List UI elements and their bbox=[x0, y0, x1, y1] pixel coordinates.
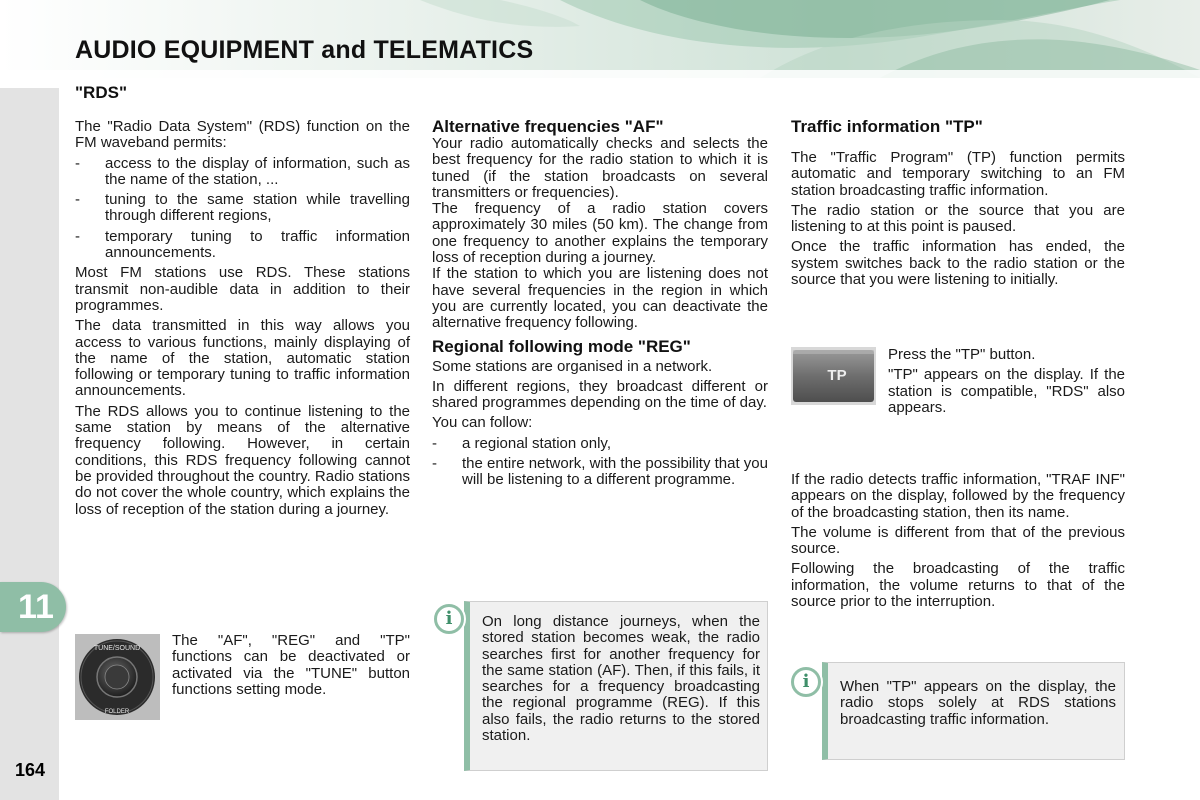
rds-paragraph: The data transmitted in this way allows you access to various functions, mainly displaying of the name of the station, automatic station following or temporary tuning to traffic information announcements. bbox=[75, 317, 410, 400]
reg-paragraph: Some stations are organised in a network. bbox=[432, 357, 713, 375]
chapter-tab bbox=[0, 582, 66, 632]
list-item: - the entire network, with the possibility that you will be listening to a different programme. bbox=[432, 456, 768, 489]
af-paragraph: The frequency of a radio station covers approximately 30 miles (50 km). The change from one frequency to another explains the temporary loss of reception during a journey. bbox=[432, 200, 768, 267]
tp-button-image bbox=[791, 347, 876, 405]
column-af-reg bbox=[432, 118, 768, 493]
tune-knob-image bbox=[75, 634, 160, 720]
tp-paragraph: The "Traffic Program" (TP) function permits automatic and temporary switching to an FM station broadcasting traffic information. bbox=[791, 149, 1125, 199]
knob-label-top: TUNE/SOUND bbox=[93, 645, 141, 652]
tp-appears-note: "TP" appears on the display. If the station is compatible, "RDS" also appears. bbox=[888, 366, 1125, 416]
tp-button-label: TP bbox=[827, 367, 847, 384]
rds-features-list bbox=[75, 156, 410, 262]
section-title-af: Alternative frequencies "AF" bbox=[432, 117, 664, 136]
tp-paragraph: Once the traffic information has ended, the system switches back to the radio station or the source that you were listening to initially. bbox=[791, 238, 1125, 289]
tp-paragraph: The volume is different from that of the previous source. bbox=[791, 523, 1125, 558]
knob-caption: The "AF", "REG" and "TP" functions can be deactivated or activated via the "TUNE" button functions setting mode. bbox=[172, 632, 410, 698]
info-box-af-reg bbox=[464, 601, 768, 771]
list-item: - access to the display of information, such as the name of the station, ... bbox=[75, 156, 410, 189]
section-title-reg: Regional following mode "REG" bbox=[432, 336, 691, 356]
page-number: 164 bbox=[15, 760, 46, 780]
column-tp bbox=[791, 118, 1125, 292]
info-text: On long distance journeys, when the stored station becomes weak, the radio searches first for another frequency for the same station (AF). Then, if this fails, it searches for a frequency broadcasting the regional programme (REG). If this also fails, the radio returns to the stored station. bbox=[482, 613, 760, 745]
list-item: - tuning to the same station while travelling through different regions, bbox=[75, 192, 410, 225]
rds-paragraph: Most FM stations use RDS. These stations transmit non-audible data in addition to their programmes. bbox=[75, 264, 410, 314]
info-text: When "TP" appears on the display, the radio stops solely at RDS stations broadcasting traffic information. bbox=[840, 678, 1116, 728]
column-tp-continued bbox=[791, 472, 1125, 614]
tp-press-instruction: Press the "TP" button. bbox=[888, 346, 1036, 363]
reg-paragraph: In different regions, they broadcast different or shared programmes depending on the time of day. bbox=[432, 377, 768, 412]
section-title-rds: "RDS" bbox=[75, 83, 128, 102]
tp-paragraph: Following the broadcasting of the traffic information, the volume returns to that of the source prior to the interruption. bbox=[791, 560, 1125, 611]
left-margin-band bbox=[0, 88, 59, 800]
af-paragraph: If the station to which you are listening does not have several frequencies in the region in which you are currently located, you can deactivate the alternative frequency following. bbox=[432, 265, 768, 332]
tp-paragraph: The radio station or the source that you are listening to at this point is paused. bbox=[791, 201, 1125, 236]
tp-paragraph: If the radio detects traffic information, "TRAF INF" appears on the display, followed by the frequency of the broadcasting station, then its name. bbox=[791, 471, 1125, 521]
info-icon: i bbox=[434, 604, 464, 634]
rds-paragraph: The RDS allows you to continue listening to the same station by means of the alternative frequency following. However, in certain conditions, this RDS frequency following cannot be provided throughout the country. Radio stations do not cover the whole country, which explains the loss of reception of the station during a journey. bbox=[75, 402, 410, 518]
list-item: - temporary tuning to traffic information announcements. bbox=[75, 229, 410, 262]
af-paragraph: Your radio automatically checks and selects the best frequency for the radio station to which it is tuned (if the station broadcasts on several transmitters or frequencies). bbox=[432, 135, 768, 201]
chapter-title: AUDIO EQUIPMENT and TELEMATICS bbox=[75, 36, 534, 64]
info-box-tp bbox=[822, 662, 1125, 760]
column-rds bbox=[75, 119, 410, 522]
reg-paragraph: You can follow: bbox=[432, 414, 533, 432]
reg-follow-list bbox=[432, 436, 768, 489]
list-item: - a regional station only, bbox=[432, 436, 768, 452]
rds-intro: The "Radio Data System" (RDS) function on the FM waveband permits: bbox=[75, 118, 410, 152]
chapter-number: 11 bbox=[18, 588, 54, 626]
knob-label-bottom: FOLDER bbox=[104, 709, 130, 715]
section-title-tp: Traffic information "TP" bbox=[791, 117, 983, 136]
info-icon: i bbox=[791, 667, 821, 697]
tp-button-caption bbox=[888, 347, 1125, 420]
